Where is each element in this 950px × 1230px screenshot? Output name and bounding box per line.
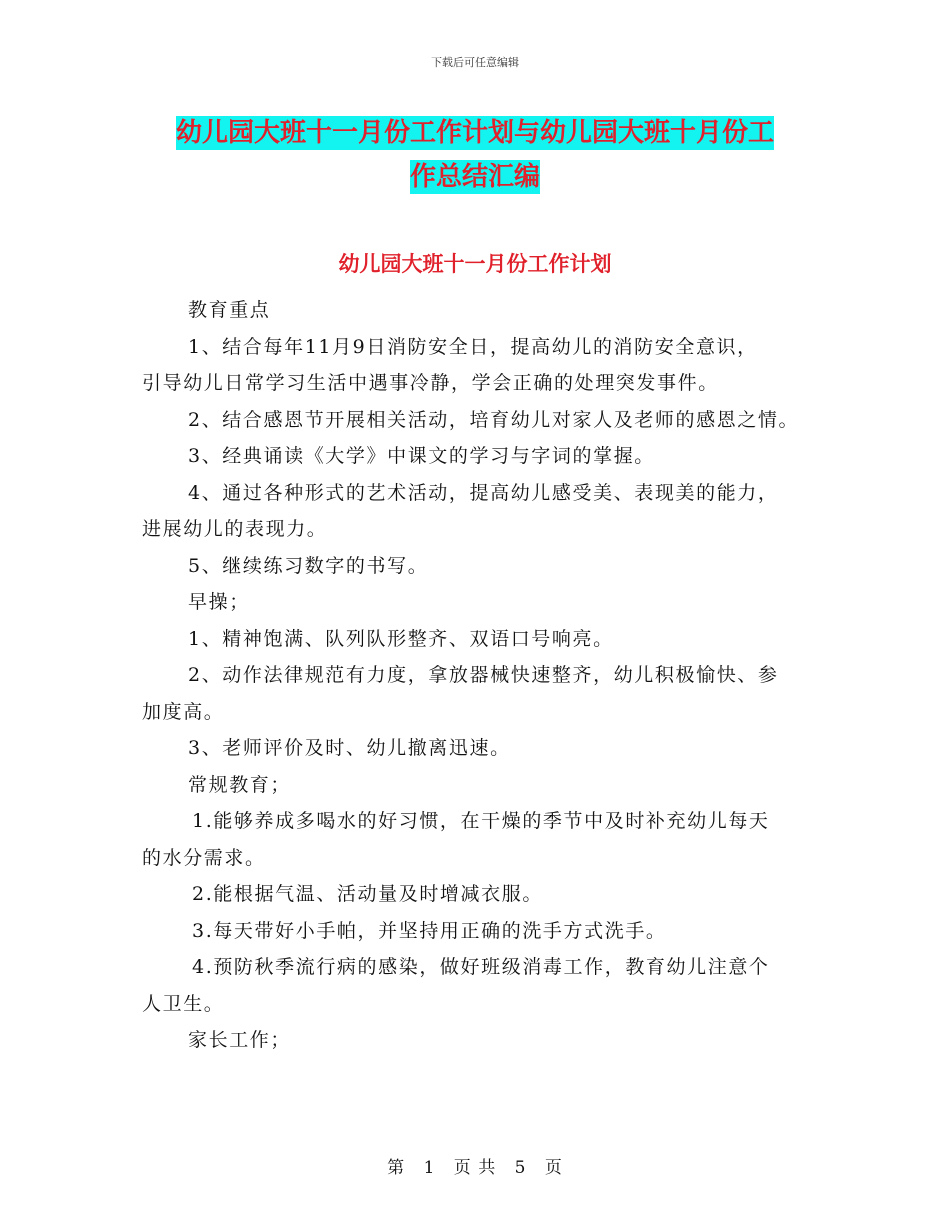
header-note: 下载后可任意编辑 (431, 56, 519, 69)
body-line: 3.每天带好小手帕，并坚持用正确的洗手方式洗手。 (192, 919, 667, 942)
body-line: 的水分需求。 (142, 846, 266, 869)
footer-page-number: 1 (423, 1158, 436, 1178)
body-text (142, 292, 822, 1059)
body-line: 早操； (188, 591, 250, 613)
footer-suffix: 页 (544, 1158, 563, 1178)
body-line: 1.能够养成多喝水的好习惯，在干燥的季节中及时补充幼儿每天 (192, 810, 770, 832)
body-line: 5、继续练习数字的书写。 (188, 554, 429, 577)
body-line: 教育重点 (188, 299, 271, 321)
document-title-line-2 (0, 156, 950, 193)
body-line: 加度高。 (142, 700, 225, 723)
document-title-text-2: 作总结汇编 (409, 162, 540, 192)
body-line: 常规教育； (188, 773, 292, 796)
section-title: 幼儿园大班十一月份工作计划 (338, 252, 612, 276)
body-line: 2、结合感恩节开展相关活动，培育幼儿对家人及老师的感恩之情。 (188, 408, 800, 431)
footer-prefix: 第 (387, 1158, 406, 1178)
body-line: 1、结合每年11月9日消防安全日，提高幼儿的消防安全意识， (188, 335, 758, 358)
footer-middle: 页 共 (453, 1158, 497, 1178)
body-line: 3、经典诵读《大学》中课文的学习与字词的掌握。 (188, 445, 655, 467)
body-line: 4、通过各种形式的艺术活动，提高幼儿感受美、表现美的能力， (188, 481, 779, 504)
body-line: 2、动作法律规范有力度，拿放器械快速整齐，幼儿积极愉快、参 (188, 664, 779, 686)
body-line: 引导幼儿日常学习生活中遇事冷静，学会正确的处理突发事件。 (142, 372, 719, 394)
body-line: 4.预防秋季流行病的感染，做好班级消毒工作，教育幼儿注意个 (192, 956, 770, 978)
page-footer (0, 1153, 950, 1178)
body-line: 人卫生。 (142, 992, 225, 1015)
body-line: 2.能根据气温、活动量及时增减衣服。 (192, 883, 543, 905)
footer-total-pages: 5 (514, 1158, 527, 1178)
body-line: 1、精神饱满、队列队形整齐、双语口号响亮。 (188, 627, 614, 650)
body-line: 家长工作； (188, 1029, 292, 1051)
body-line: 进展幼儿的表现力。 (142, 518, 328, 540)
body-line: 3、老师评价及时、幼儿撤离迅速。 (188, 737, 511, 759)
document-title-text-1: 幼儿园大班十一月份工作计划与幼儿园大班十月份工 (175, 118, 774, 148)
document-title-line-1 (0, 112, 950, 149)
